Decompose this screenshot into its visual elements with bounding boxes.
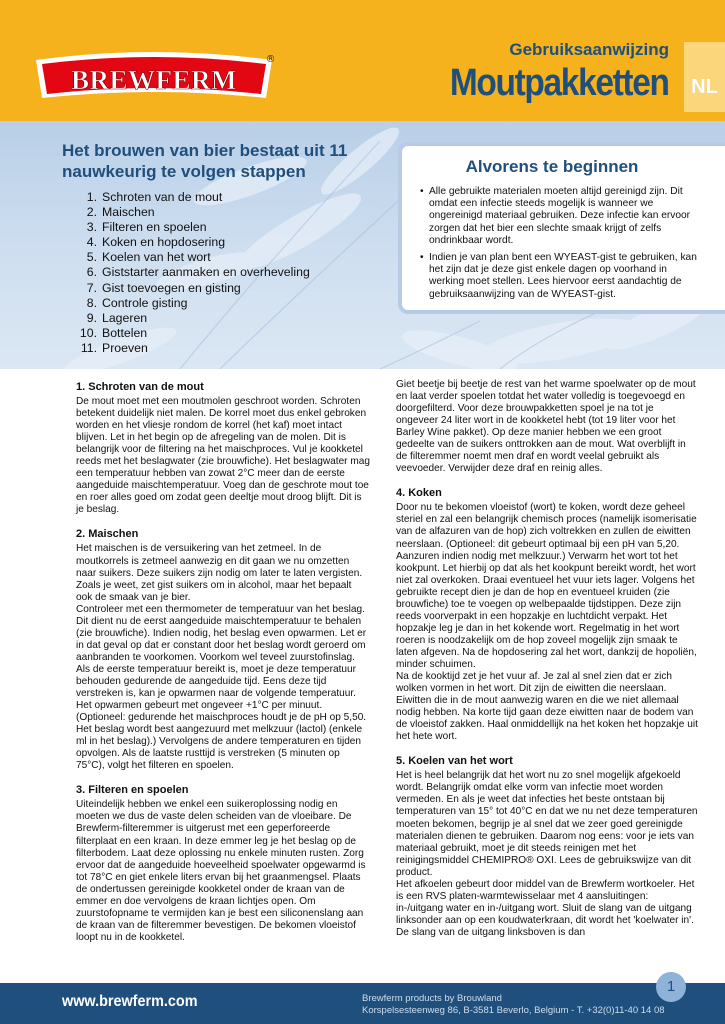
step-item: 4. Koken en hopdosering xyxy=(86,235,226,250)
section-body: Door nu te bekomen vloeistof (wort) te koken, wordt deze geheel steriel en zal een belangrijk chemisch proces (namelijk isomerisatie van de alfazuren van de hop) zich voltrekken en zullen de eiwitten neerslaan. (Optioneel: dit gebeurt optimaal bij een pH van 5,20. Aanzuren indien nodig met melkzuur.) Verwarm het wort tot het kookpunt. Let hierbij op dat als het kookpunt bereikt wordt, het wort niet zal overkoken. Draai eventueel het vuur iets lager. Volgens het gebruikte recept dien je dan de hop en eventueel kruiden (zie brouwfiche) toe te voegen op welbepaalde tijdstippen. Deze zijn reeds voorverpakt in een hopzakje en luchtdicht verpakt. Het hopzakje leg je dan in het kokende wort. Regelmatig in het wort roeren is noodzakelijk om de hop zoveel mogelijk zijn smaak te laten afgeven. Na de hopdosering zal het wort, dankzij de hopoliën, minder schuimen. Na de kooktijd zet je het vuur af. Je zal al snel zien dat er zich wolken vormen in het wort. Dit zijn de eiwitten die neerslaan. Eiwitten die in de mout aanwezig waren en die we niet allemaal nodig hebben. Na korte tijd gaan deze eiwitten naar de bodem van de vloeistof zakken. Haal onmiddellijk na het koken het hopzakje uit het hete wort. xyxy=(396,502,698,743)
steps-list xyxy=(76,190,310,356)
intro-heading: Het brouwen van bier bestaat uit 11 nauwkeurig te volgen stappen xyxy=(62,141,348,181)
section-body: Giet beetje bij beetje de rest van het warme spoelwater op de mout en laat verder spoelen totdat het water volledig is toegevoegd en doorgefilterd. Voor deze brouwpakketten spoel je na tot je ongeveer 24 liter wort in de kookketel hebt (tot 19 liter voor het Barley Wine pakket). Op deze manier hebben we een groot gedeelte van de suikers onttrokken aan de mout. Wat overblijft in de filteremmer noemt men draf en wordt veelal gebruikt als veevoeder. Verwijder deze draf en reinig alles. xyxy=(396,379,696,475)
document-type: Gebruiksaanwijzing xyxy=(509,40,669,59)
svg-text:®: ® xyxy=(267,54,274,65)
before-item: • Alle gebruikte materialen moeten altijd gereinigd zijn. Dit omdat een infectie steeds mogelijk is wanneer we ongereinigd materiaal gebruiken. Deze infectie kan ervoor zorgen dat het bier een slechte smaak krijgt of zelfs ondrinkbaar wordt. xyxy=(420,186,698,247)
step-item: 2. Maischen xyxy=(86,205,155,220)
section-schroten xyxy=(76,381,370,516)
section-title: 2. Maischen xyxy=(76,528,139,541)
step-item: 8. Controle gisting xyxy=(86,295,188,310)
before-item: • Indien je van plan bent een WYEAST-gist te gebruiken, kan het zijn dat je deze gist enkele dagen op voorhand in werking moet stellen. Lees hiervoor eerst aandachtig de gebruiksaanwijzing van de WYEAST-gist. xyxy=(420,252,698,301)
page-number: 1 xyxy=(656,972,686,1002)
section-body: Het maischen is de versuikering van het zetmeel. In de moutkorrels is zetmeel aanwezig en dit gaan we nu omzetten naar suikers. Deze suikers zijn nodig om later te laten vergisten. Zoals je weet, zet gist suikers om in alcohol, maar het bepaalt ook de smaak van je bier. Controleer met een thermometer de temperatuur van het beslag. Dit dient nu de eerst aangeduide maischtemperatuur te behalen (zie brouwfiche). Indien nodig, het beslag even opwarmen. Let er in dat geval op dat er constant door het beslag wordt geroerd om aanbranden te voorkomen. Voorkom wel teveel zuurstofinslag. Als de eerste temperatuur bereikt is, moet je deze temperatuur behouden gedurende de aangeduide tijd. Eens deze tijd verstreken is, kan je opwarmen naar de volgende temperatuur. Het opwarmen gebeurt met ongeveer +1°C per minuut. (Optioneel: gedurende het maischproces houdt je de pH op 5,50. Het beslag wordt best aangezuurd met melkzuur (lactol) (enkele ml in het beslag).) Vervolgens de andere temperaturen en tijden opvolgen. Als de laatste rusttijd is verstreken (5 minuten op 75°C), volgt het filteren en spoelen. xyxy=(76,543,367,772)
step-item: 3. Filteren en spoelen xyxy=(86,220,207,235)
footer-band xyxy=(0,983,725,1024)
before-you-begin-list xyxy=(420,186,698,306)
step-item: 1. Schroten van de mout xyxy=(86,190,223,204)
section-body: De mout moet met een moutmolen geschroot worden. Schroten betekent duidelijk niet malen. De korrel moet dus enkel gebroken worden en het vliesje rondom de korrel (het kaf) moet intact blijven. Let in het begin op de afregeling van de molen. Dit is belangrijk voor de filtering na het maischproces. Vul je kookketel reeds met het beslagwater (zie brouwfiche). Het beslagwater mag een temperatuur hebben van zowat 2°C meer dan de eerste aangeduide maischtemperatuur. Voeg dan de geschrote mout toe en roer alles goed om zodat geen deeltje mout droog blijft. Dit is je beslag. xyxy=(76,396,370,516)
before-you-begin-title: Alvorens te beginnen xyxy=(465,157,639,176)
svg-text:BREWFERM: BREWFERM xyxy=(71,65,237,95)
section-koelen xyxy=(396,755,698,939)
step-item: 11. Proeven xyxy=(80,340,148,355)
language-code: NL xyxy=(691,76,718,98)
brewferm-logo xyxy=(34,50,274,104)
section-title: 3. Filteren en spoelen xyxy=(76,784,189,797)
step-item: 10. Bottelen xyxy=(79,325,148,340)
header-band xyxy=(0,0,725,121)
step-item: 6. Giststarter aanmaken en overheveling xyxy=(86,265,310,280)
company-address xyxy=(362,993,665,1017)
step-item: 9. Lageren xyxy=(86,310,148,325)
before-you-begin-box xyxy=(398,142,725,314)
language-tab xyxy=(684,42,725,112)
page-title: Moutpakketten xyxy=(450,62,669,104)
main-content xyxy=(62,369,725,983)
left-column xyxy=(76,381,370,956)
section-filteren xyxy=(76,784,370,944)
section-filteren-continued xyxy=(396,379,698,475)
company-name: Brewferm products by Brouwland xyxy=(362,993,502,1004)
section-maischen xyxy=(76,528,370,772)
right-column xyxy=(396,379,698,951)
website-link[interactable]: www.brewferm.com xyxy=(62,993,198,1010)
step-item: 7. Gist toevoegen en gisting xyxy=(86,280,241,295)
address-line: Korspelsesteenweg 86, B-3581 Beverlo, Belgium - T. +32(0)11-40 14 08 xyxy=(362,1005,665,1016)
section-title: 1. Schroten van de mout xyxy=(76,381,204,393)
section-title: 5. Koelen van het wort xyxy=(396,755,513,768)
step-item: 5. Koelen van het wort xyxy=(86,250,211,265)
section-title: 4. Koken xyxy=(396,487,442,500)
section-body: Het is heel belangrijk dat het wort nu zo snel mogelijk afgekoeld wordt. Belangrijk omdat elke vorm van infectie moet worden vermeden. En als je weet dat infecties het beste ontstaan bij temperaturen van 15° tot 40°C en dat we nu net deze temperaturen moeten bekomen, begrijp je al snel dat we zeer goed gereinigde materialen dienen te gebruiken. Daarom nog eens: voor je iets van materiaal gebruikt, moet je dit steeds reinigen met het reinigingsmiddel CHEMIPRO® OXI. Lees de gebruikswijze van dit product. Het afkoelen gebeurt door middel van de Brewferm wortkoeler. Het is een RVS platen-warmtewisselaar met 4 aansluitingen: in-/uitgang water en in-/uitgang wort. Sluit de slang van de uitgang linksonder aan op een koudwaterkraan, dit wordt het 'koelwater in'. De slang van de uitgang linksboven is dan xyxy=(396,770,698,938)
section-koken xyxy=(396,487,698,743)
section-body: Uiteindelijk hebben we enkel een suikeroplossing nodig en moeten we dus de vaste delen scheiden van de vloeibare. De Brewferm-filteremmer is uitgerust met een geperforeerde filterplaat en een kraan. In deze emmer leg je het beslag op de filterbodem. Laat deze oplossing nu enkele minuten rusten. Zorg ervoor dat de aangeduide hoeveelheid spoelwater opgewarmd is tot 78°C en giet enkele liters ervan bij het graanmengsel. Plaats de ondertussen gereinigde kookketel onder de kraan van de emmer en doe vervolgens de kraan lichtjes open. Om zuurstofopname te vermijden kan je best een siliconenslang aan de kraan van de filteremmer bevestigen. De bekomen vloeistof loopt nu in de kookketel. xyxy=(76,799,366,943)
